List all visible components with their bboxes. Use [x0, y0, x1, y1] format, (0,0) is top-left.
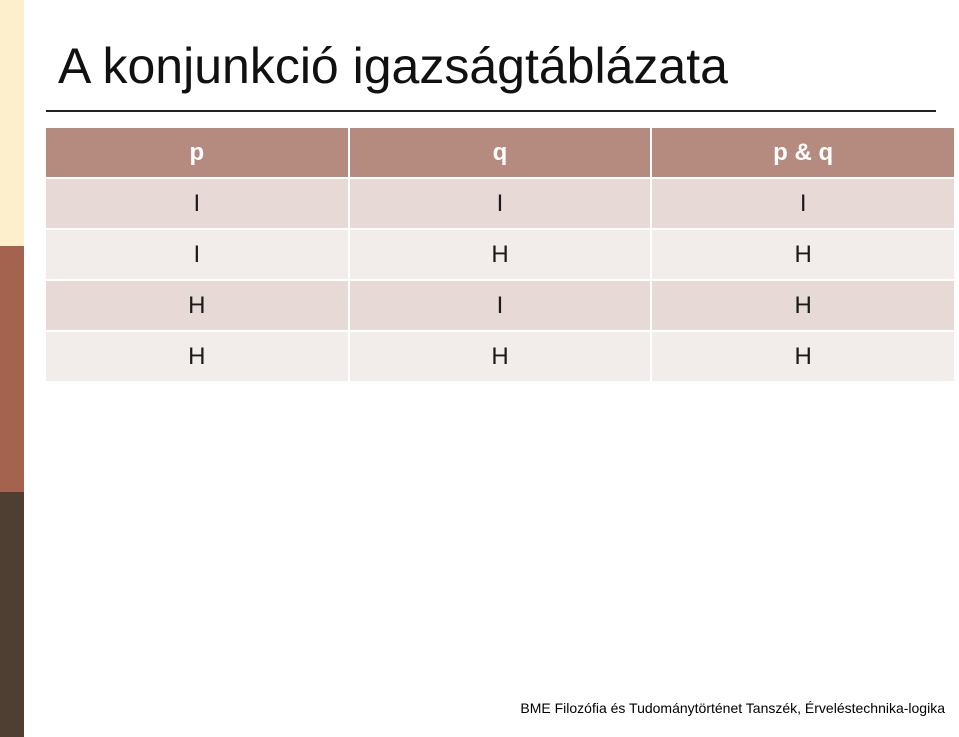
table-cell: H [651, 280, 954, 331]
header-cell-p-and-q: p & q [651, 128, 954, 178]
table-row [46, 331, 954, 381]
table-cell: I [46, 178, 349, 229]
table-row [46, 178, 954, 229]
table-cell: H [46, 280, 349, 331]
table-cell: H [651, 331, 954, 381]
table-cell: H [349, 229, 652, 280]
table-cell: H [46, 331, 349, 381]
truth-table [46, 128, 954, 381]
header-cell-p: p [46, 128, 349, 178]
table-cell: I [46, 229, 349, 280]
table-cell: H [349, 331, 652, 381]
title-underline [46, 110, 936, 112]
table-cell: H [651, 229, 954, 280]
side-bar-brown [0, 492, 24, 737]
table-cell: I [651, 178, 954, 229]
side-bar-rust [0, 246, 24, 492]
table-header-row [46, 128, 954, 178]
slide-footer: BME Filozófia és Tudománytörténet Tanszék, Érveléstechnika-logika [520, 700, 945, 716]
slide-title: A konjunkció igazságtáblázata [58, 38, 728, 94]
table-row [46, 229, 954, 280]
table-cell: I [349, 178, 652, 229]
side-bar-cream [0, 0, 24, 246]
table-row [46, 280, 954, 331]
header-cell-q: q [349, 128, 652, 178]
table-cell: I [349, 280, 652, 331]
